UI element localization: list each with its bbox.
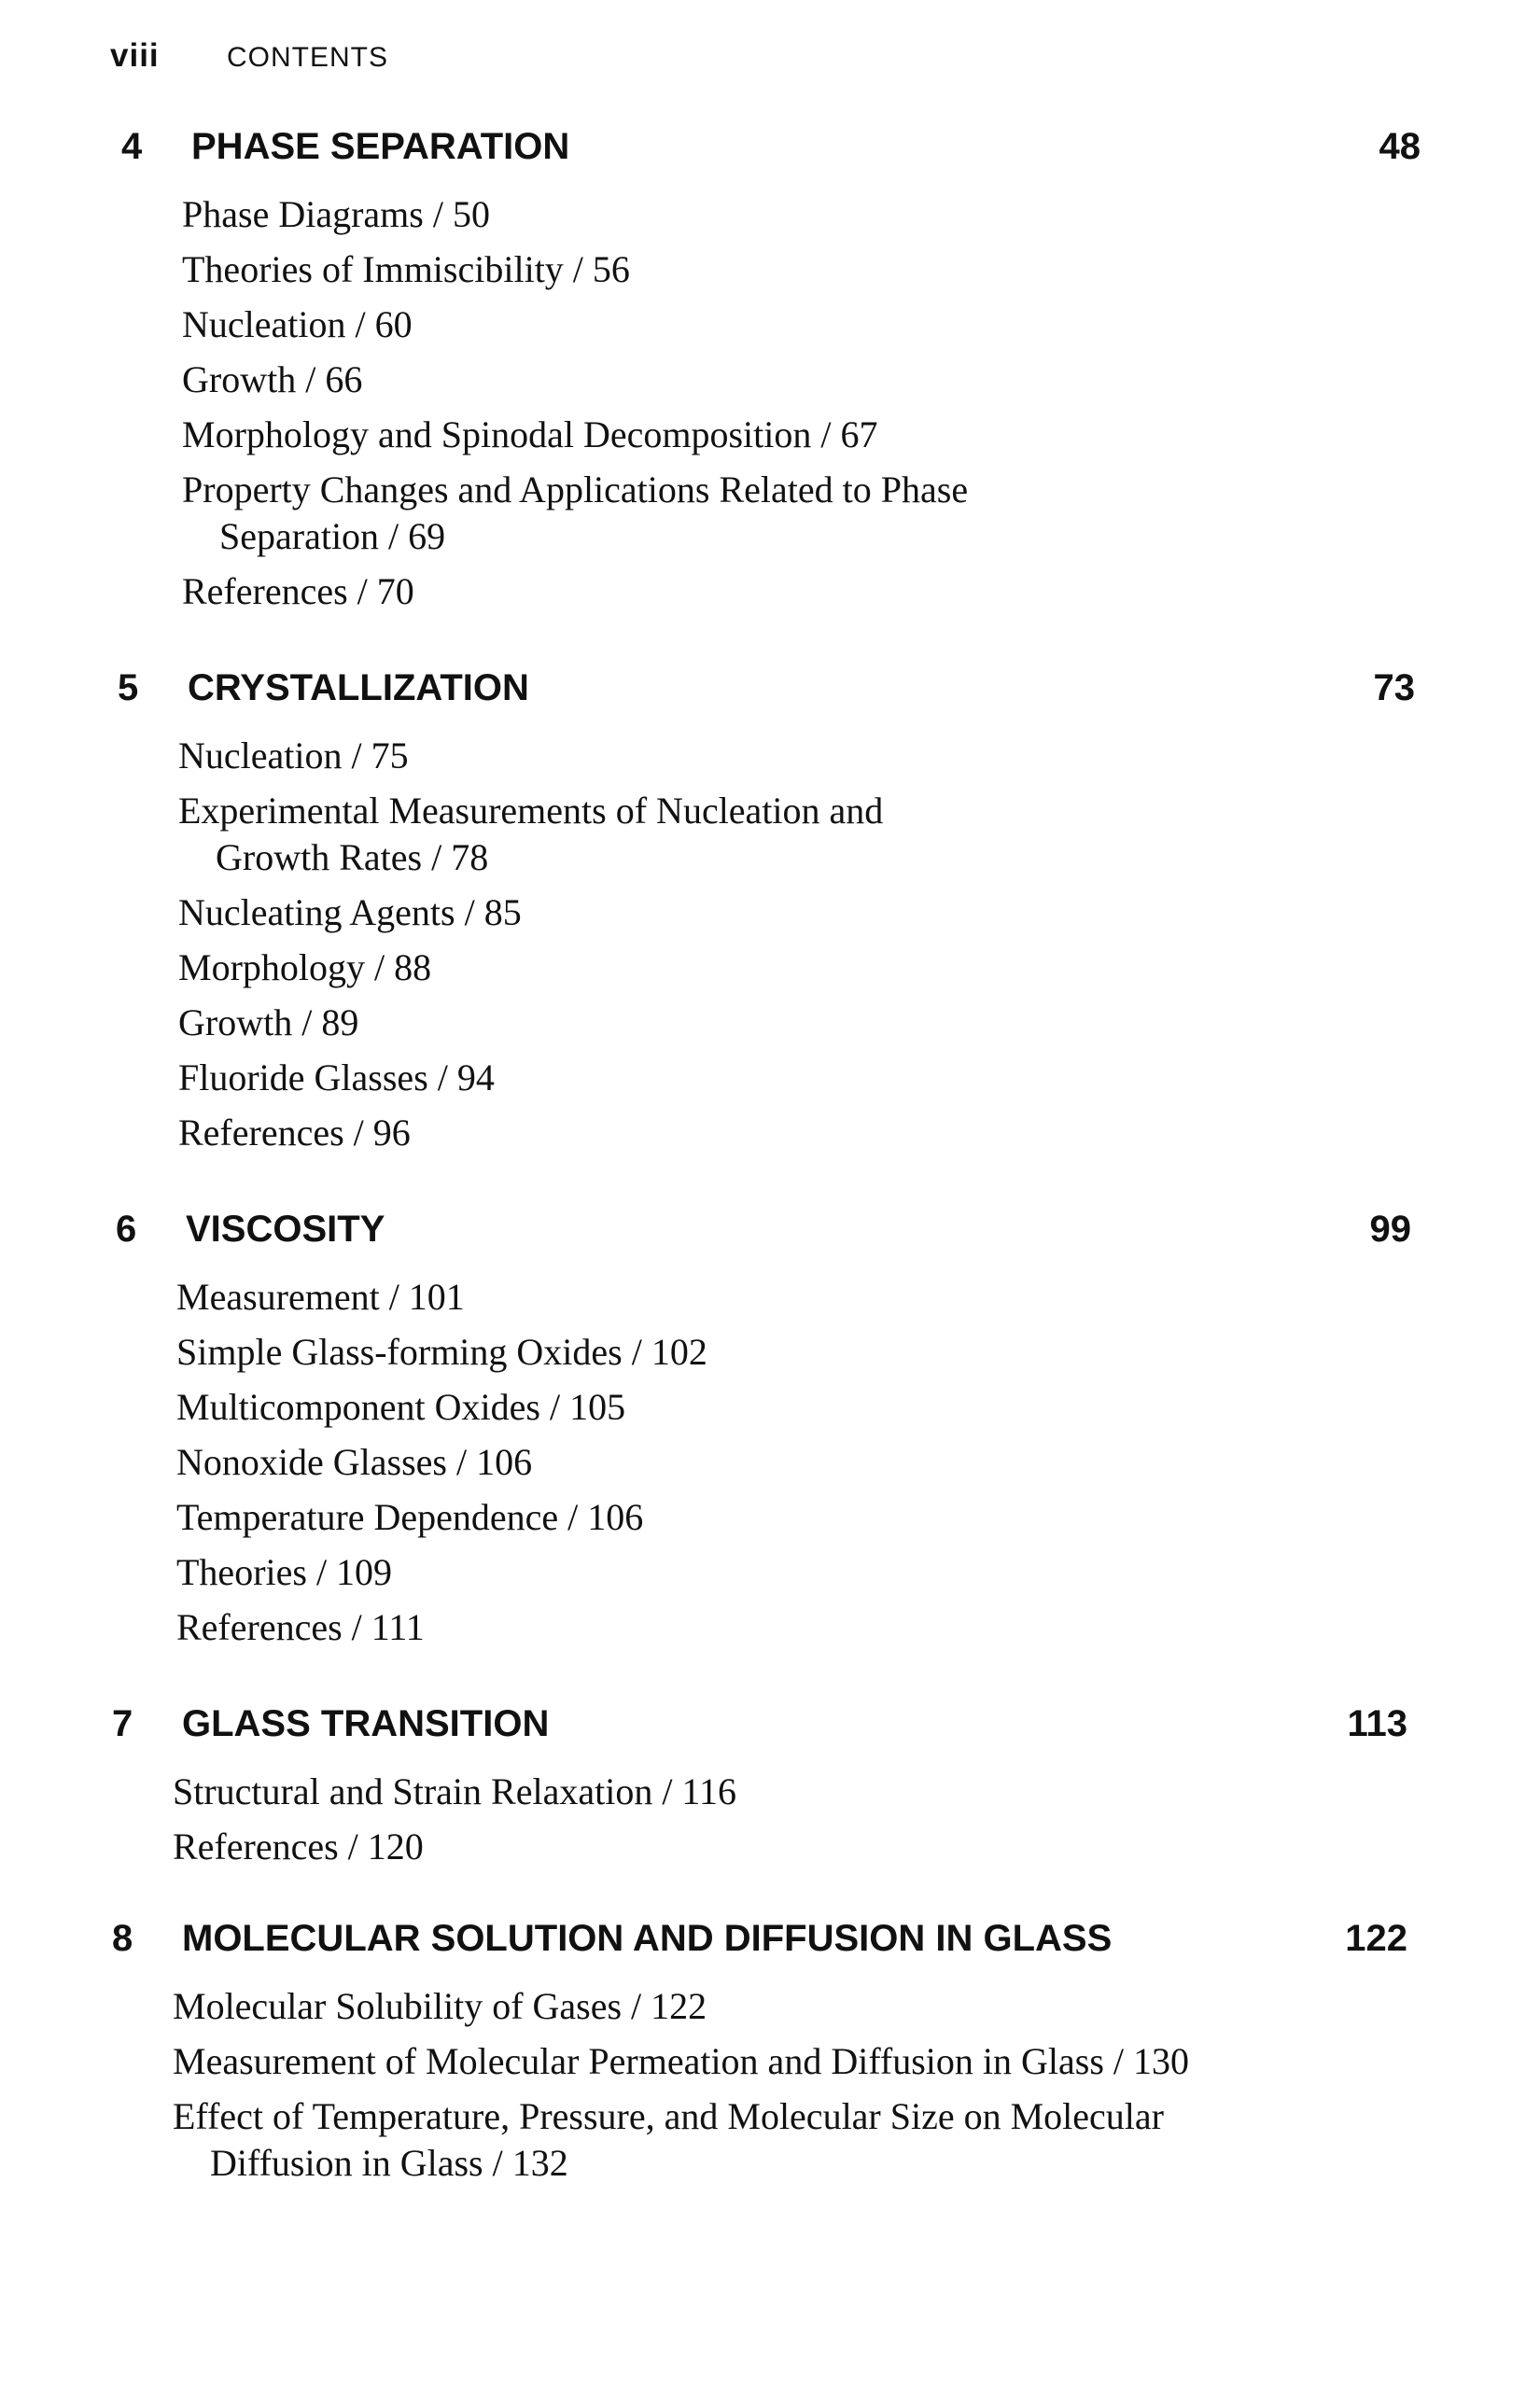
chapter-title: CRYSTALLIZATION (188, 667, 529, 708)
chapter-heading (106, 1209, 1411, 1265)
chapter-heading (112, 126, 1421, 182)
toc-entry: References / 120 (173, 1825, 424, 1867)
toc-entry: Effect of Temperature, Pressure, and Molecular Size on Molecular Diffusion in Glass / 132 (173, 2095, 1164, 2184)
toc-entry: Theories / 109 (176, 1551, 393, 1593)
toc-entry: Theories of Immiscibility / 56 (182, 248, 630, 290)
chapter-page: 113 (1347, 1703, 1407, 1744)
chapter-number: 6 (116, 1209, 137, 1250)
chapter-number: 8 (112, 1918, 133, 1959)
toc-entry: Nucleation / 60 (182, 303, 413, 345)
toc-entry: Multicomponent Oxides / 105 (176, 1386, 626, 1428)
toc-entry: References / 111 (176, 1606, 425, 1648)
toc-entry: Temperature Dependence / 106 (176, 1496, 644, 1538)
toc-entry: Measurement of Molecular Permeation and Diffusion in Glass / 130 (173, 2040, 1190, 2082)
toc-entry: Phase Diagrams / 50 (182, 193, 490, 235)
running-head-title: CONTENTS (227, 42, 388, 73)
chapter-title: PHASE SEPARATION (191, 126, 570, 167)
chapter-5 (108, 667, 1415, 1165)
toc-entry: Growth / 89 (178, 1001, 359, 1043)
page-folio: viii (110, 37, 160, 74)
chapter-4 (112, 126, 1421, 623)
chapter-8 (103, 1918, 1407, 2195)
toc-entry: Molecular Solubility of Gases / 122 (173, 1985, 707, 2027)
toc-entry: References / 96 (178, 1112, 411, 1154)
chapter-entries (112, 191, 1115, 615)
chapter-number: 7 (112, 1703, 133, 1744)
toc-entry: Nucleation / 75 (178, 734, 409, 776)
chapter-page: 122 (1345, 1918, 1407, 1959)
toc-entry: Nucleating Agents / 85 (178, 891, 522, 933)
chapter-number: 5 (118, 667, 139, 708)
toc-entry: Morphology and Spinodal Decomposition / 67 (182, 413, 878, 455)
chapter-heading (108, 667, 1415, 723)
chapter-heading (103, 1703, 1407, 1759)
toc-entry: Growth / 66 (182, 358, 363, 400)
running-head (110, 37, 388, 75)
toc-entry: Fluoride Glasses / 94 (178, 1056, 495, 1098)
chapter-heading (103, 1918, 1407, 1974)
toc-entry: References / 70 (182, 570, 414, 612)
chapter-entries (106, 1274, 1110, 1651)
chapter-entries (103, 1769, 1106, 1870)
chapter-number: 4 (121, 126, 143, 167)
toc-entry: Experimental Measurements of Nucleation and Growth Rates / 78 (178, 790, 884, 878)
chapter-entries (108, 733, 1000, 1156)
toc-entry: Property Changes and Applications Related to Phase Separation / 69 (182, 469, 969, 557)
chapter-title: GLASS TRANSITION (182, 1703, 550, 1744)
toc-entry: Simple Glass-forming Oxides / 102 (176, 1331, 707, 1373)
chapter-entries (103, 1983, 1227, 2187)
toc-entry: Measurement / 101 (176, 1276, 465, 1318)
toc-entry: Structural and Strain Relaxation / 116 (173, 1770, 736, 1812)
chapter-page: 48 (1379, 126, 1421, 167)
chapter-page: 99 (1369, 1209, 1411, 1250)
chapter-6 (106, 1209, 1411, 1659)
chapter-title: VISCOSITY (186, 1209, 385, 1250)
toc-entry: Morphology / 88 (178, 946, 432, 988)
chapter-title: MOLECULAR SOLUTION AND DIFFUSION IN GLASS (182, 1918, 1113, 1959)
toc-entry: Nonoxide Glasses / 106 (176, 1441, 533, 1483)
chapter-7 (103, 1703, 1407, 1879)
chapter-page: 73 (1373, 667, 1415, 708)
